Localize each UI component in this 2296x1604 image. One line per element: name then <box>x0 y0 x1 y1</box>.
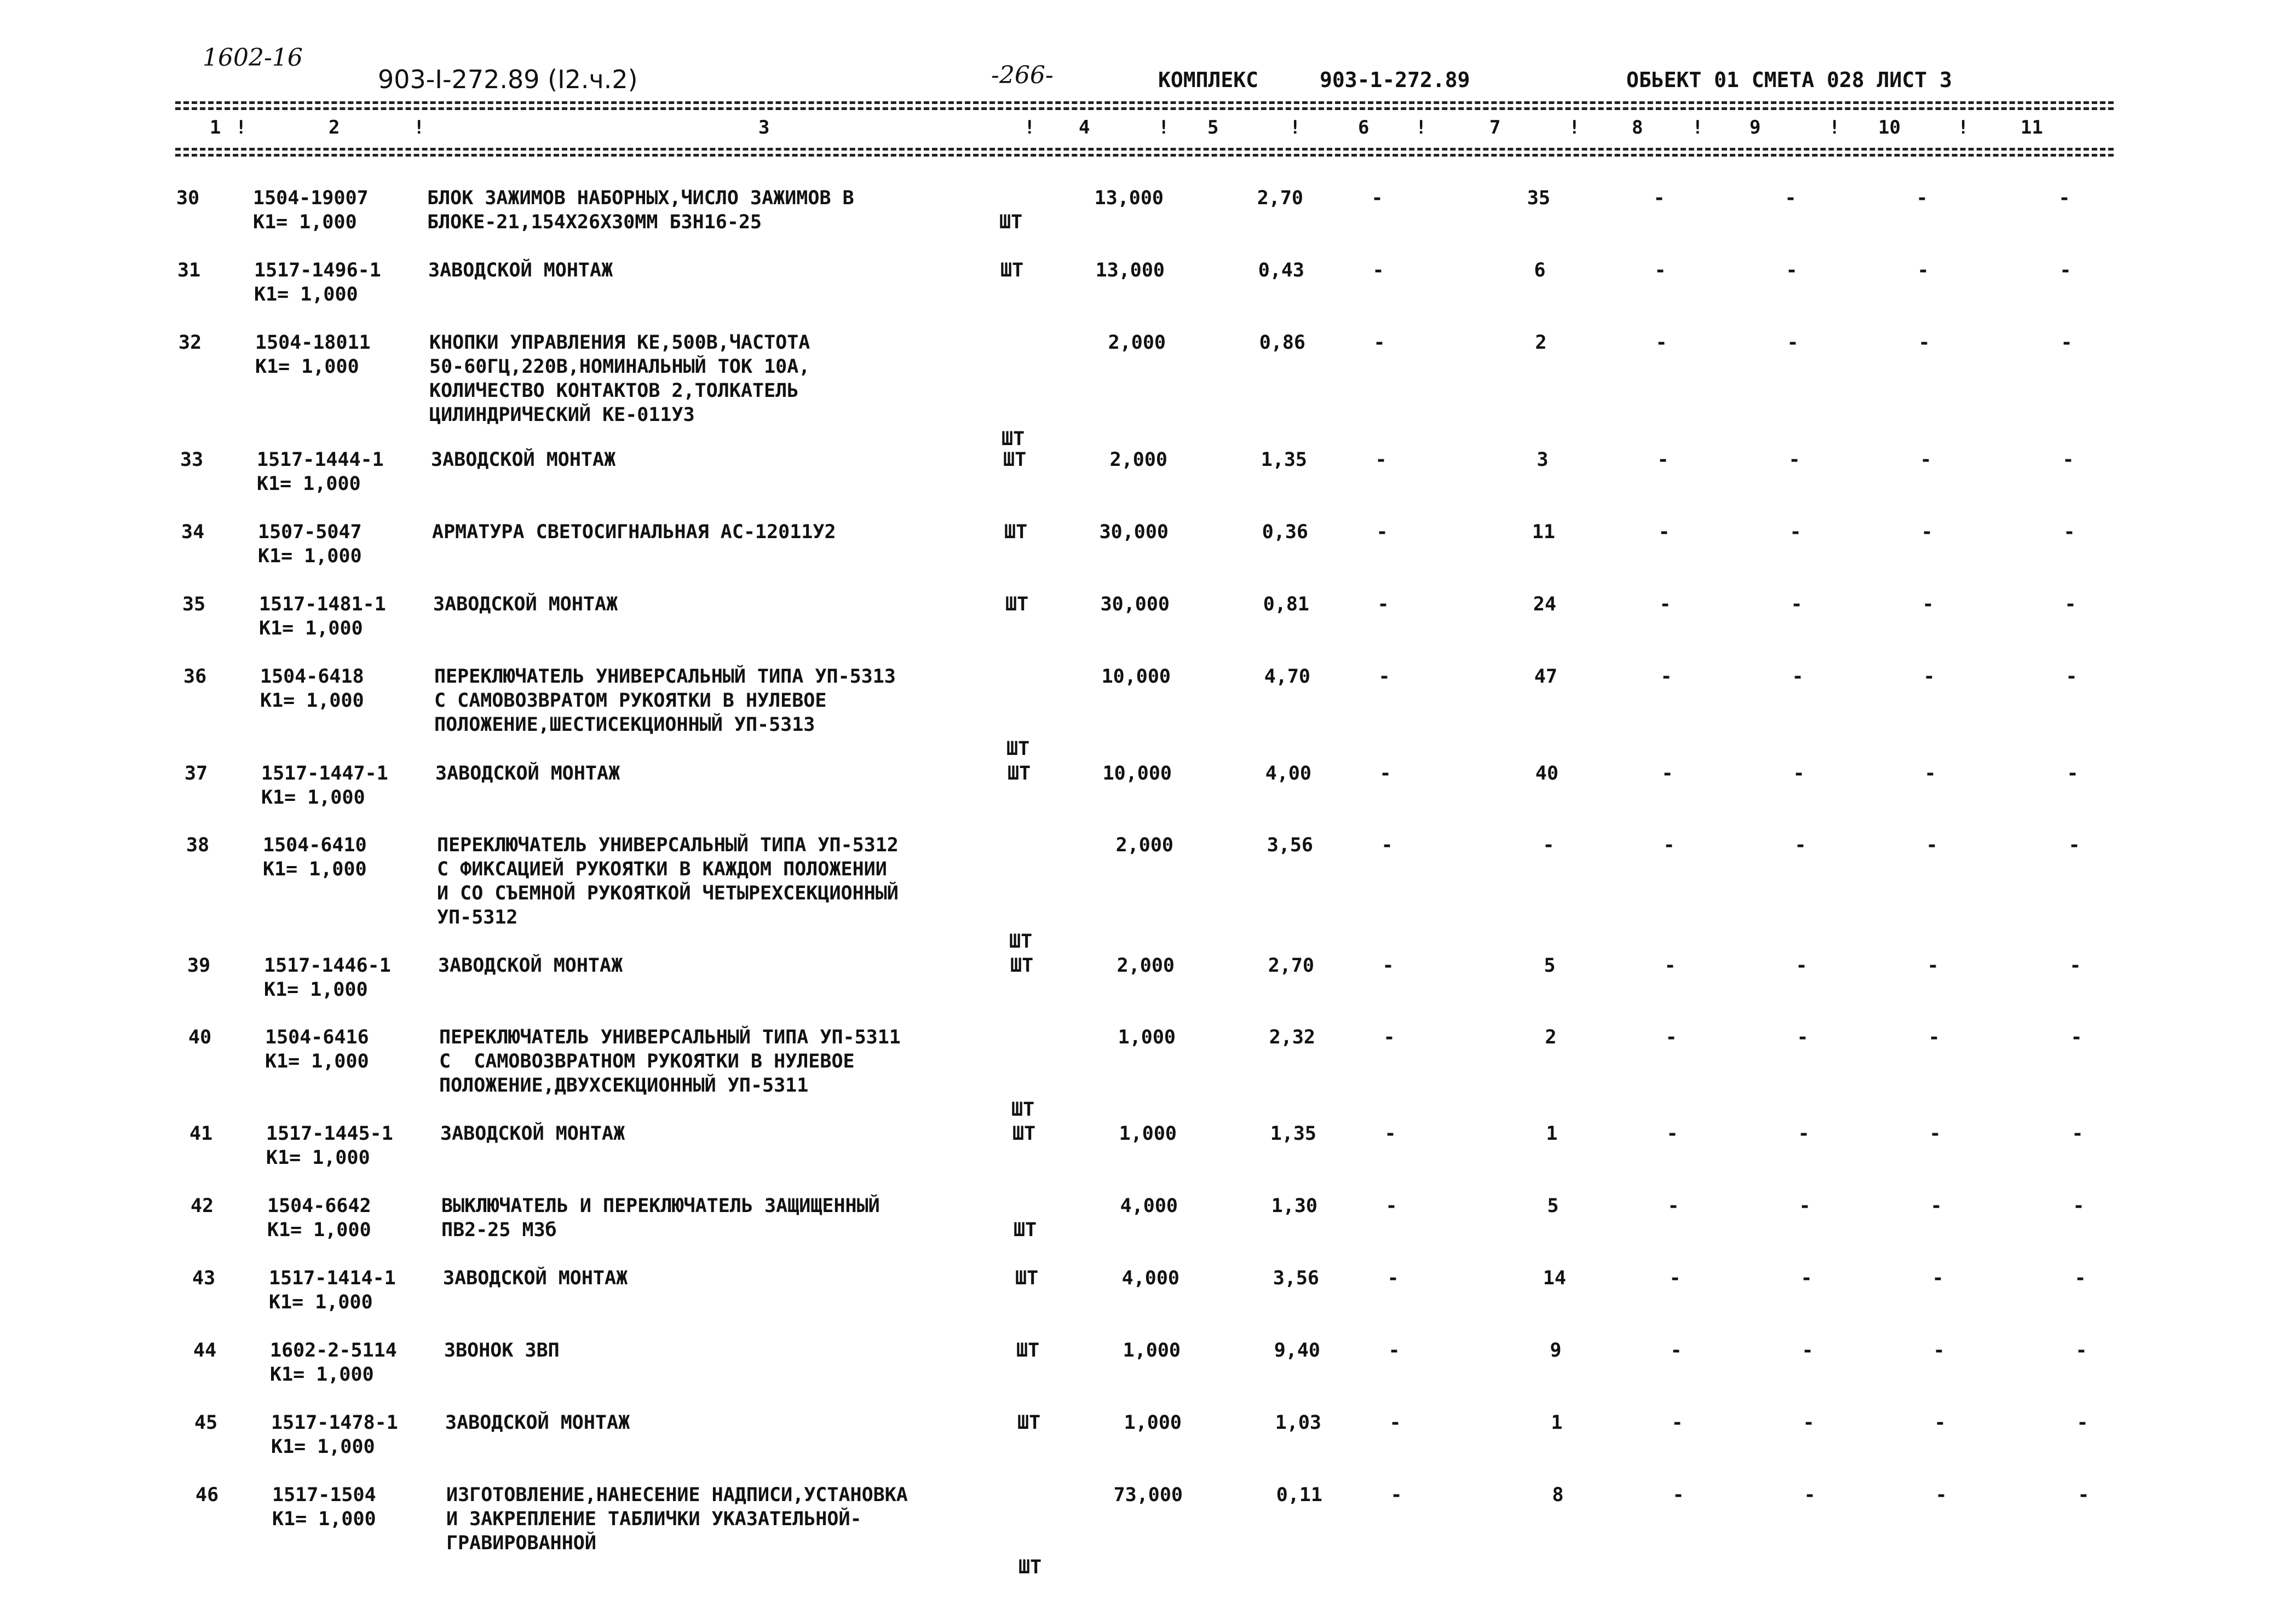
unit: ШТ <box>1008 763 1031 784</box>
column-11-value: - <box>2069 955 2081 977</box>
quantity: 1,000 <box>1123 1340 1181 1361</box>
column-11-value: - <box>2075 1340 2087 1361</box>
column-9-value: - <box>1792 666 1804 688</box>
unit: ШТ <box>999 211 1023 233</box>
complex-code: 903-1-272.89 <box>1320 68 1470 92</box>
coefficient: K1= 1,000 <box>261 787 365 809</box>
unit-price: 4,00 <box>1265 763 1311 784</box>
coefficient: K1= 1,000 <box>253 211 357 233</box>
column-10-value: - <box>1917 259 1929 281</box>
description-line: ИЗГОТОВЛЕНИЕ,НАНЕСЕНИЕ НАДПИСИ,УСТАНОВКА <box>446 1484 908 1506</box>
row-number: 35 <box>182 593 206 615</box>
column-header-11: 11 <box>2021 117 2043 139</box>
column-8-value: - <box>1672 1484 1684 1506</box>
unit: ШТ <box>1011 1099 1035 1121</box>
column-header-6: 6 <box>1358 117 1369 139</box>
price-code: 1517-1496-1 <box>254 259 381 281</box>
unit-price: 0,86 <box>1259 332 1305 354</box>
column-6-value: - <box>1378 666 1390 688</box>
description-line: С САМОВОЗВРАТОМ РУКОЯТКИ В НУЛЕВОЕ <box>434 690 827 712</box>
coefficient: K1= 1,000 <box>258 545 362 567</box>
coefficient: K1= 1,000 <box>259 618 363 639</box>
column-6-value: - <box>1388 1340 1400 1361</box>
price-code: 1504-19007 <box>253 187 369 209</box>
price-code: 1517-1447-1 <box>261 763 388 784</box>
unit: ШТ <box>1003 449 1027 471</box>
column-7-value: 8 <box>1552 1484 1564 1506</box>
column-header-2: 2 <box>329 117 340 139</box>
header-rule-bottom-2 <box>175 154 2114 157</box>
coefficient: K1= 1,000 <box>265 1051 369 1072</box>
column-8-value: - <box>1665 1026 1677 1048</box>
column-9-value: - <box>1798 1123 1810 1145</box>
column-header-1: 1 <box>210 117 221 139</box>
column-10-value: - <box>1930 1195 1942 1217</box>
coefficient: K1= 1,000 <box>270 1364 374 1386</box>
column-10-value: - <box>1924 763 1936 784</box>
unit-price: 0,81 <box>1263 593 1309 615</box>
column-7-value: 47 <box>1534 666 1558 688</box>
row-number: 30 <box>176 187 200 209</box>
coefficient: K1= 1,000 <box>267 1219 371 1241</box>
column-10-value: - <box>1927 955 1939 977</box>
column-6-value: - <box>1373 332 1385 354</box>
unit: ШТ <box>1017 1412 1041 1434</box>
price-code: 1517-1481-1 <box>259 593 386 615</box>
column-6-value: - <box>1381 834 1393 856</box>
coefficient: K1= 1,000 <box>260 690 364 712</box>
column-8-value: - <box>1654 259 1666 281</box>
column-header-9: 9 <box>1750 117 1761 139</box>
column-10-value: - <box>1922 593 1934 615</box>
object-info: ОБЬЕКТ 01 СМЕТА 028 ЛИСТ 3 <box>1626 68 1952 92</box>
column-8-value: - <box>1657 449 1669 471</box>
price-code: 1504-6642 <box>267 1195 371 1217</box>
unit: ШТ <box>1005 593 1029 615</box>
row-number: 32 <box>179 332 202 354</box>
page-number: -266- <box>991 61 1054 89</box>
coefficient: K1= 1,000 <box>272 1508 376 1530</box>
column-header-3: 3 <box>758 117 770 139</box>
column-6-value: - <box>1375 449 1387 471</box>
quantity: 2,000 <box>1115 834 1173 856</box>
description-line: 50-60ГЦ,220В,НОМИНАЛЬНЫЙ ТОК 10А, <box>429 356 810 378</box>
column-8-value: - <box>1659 593 1671 615</box>
column-separator: ! <box>1158 117 1170 139</box>
column-11-value: - <box>2061 332 2073 354</box>
description-line: И СО СЪЕМНОЙ РУКОЯТКОЙ ЧЕТЫРЕХСЕКЦИОННЫЙ <box>437 882 899 904</box>
column-8-value: - <box>1664 955 1676 977</box>
coefficient: K1= 1,000 <box>264 979 368 1001</box>
row-number: 36 <box>183 666 207 688</box>
description-line: ПЕРЕКЛЮЧАТЕЛЬ УНИВЕРСАЛЬНЫЙ ТИПА УП-5313 <box>434 666 896 688</box>
price-code: 1517-1446-1 <box>264 955 391 977</box>
quantity: 10,000 <box>1101 666 1171 688</box>
price-code: 1602-2-5114 <box>270 1340 397 1361</box>
unit-price: 3,56 <box>1273 1267 1319 1289</box>
column-9-value: - <box>1785 187 1797 209</box>
column-7-value: - <box>1543 834 1555 856</box>
column-separator: ! <box>1692 117 1704 139</box>
description-line: И ЗАКРЕПЛЕНИЕ ТАБЛИЧКИ УКАЗАТЕЛЬНОЙ- <box>446 1508 862 1530</box>
header-rule-bottom <box>175 148 2114 151</box>
unit-price: 1,35 <box>1261 449 1307 471</box>
column-separator: ! <box>1290 117 1301 139</box>
quantity: 73,000 <box>1113 1484 1183 1506</box>
column-6-value: - <box>1377 593 1389 615</box>
column-header-8: 8 <box>1632 117 1643 139</box>
quantity: 1,000 <box>1124 1412 1182 1434</box>
row-number: 40 <box>188 1026 212 1048</box>
quantity: 4,000 <box>1121 1267 1179 1289</box>
description-line: ЗАВОДСКОЙ МОНТАЖ <box>428 259 613 281</box>
column-header-4: 4 <box>1079 117 1090 139</box>
column-header-10: 10 <box>1878 117 1901 139</box>
column-10-value: - <box>1932 1267 1944 1289</box>
coefficient: K1= 1,000 <box>254 284 358 305</box>
column-11-value: - <box>2076 1412 2088 1434</box>
quantity: 10,000 <box>1102 763 1172 784</box>
column-separator: ! <box>1958 117 1969 139</box>
row-number: 34 <box>181 521 205 543</box>
column-7-value: 14 <box>1543 1267 1567 1289</box>
description-line: ЗАВОДСКОЙ МОНТАЖ <box>443 1267 628 1289</box>
column-6-value: - <box>1379 763 1391 784</box>
unit-price: 1,30 <box>1271 1195 1317 1217</box>
column-7-value: 2 <box>1545 1026 1557 1048</box>
column-7-value: 35 <box>1527 187 1551 209</box>
row-number: 41 <box>189 1123 213 1145</box>
description-line: ЗАВОДСКОЙ МОНТАЖ <box>435 763 620 784</box>
column-7-value: 11 <box>1532 521 1556 543</box>
row-number: 46 <box>195 1484 219 1506</box>
row-number: 37 <box>185 763 208 784</box>
column-7-value: 2 <box>1535 332 1547 354</box>
column-11-value: - <box>2070 1026 2082 1048</box>
price-code: 1504-6418 <box>260 666 364 688</box>
unit: ШТ <box>1018 1556 1042 1578</box>
description-line: ЗАВОДСКОЙ МОНТАЖ <box>433 593 618 615</box>
unit-price: 2,70 <box>1257 187 1303 209</box>
column-11-value: - <box>2074 1267 2086 1289</box>
column-8-value: - <box>1669 1267 1681 1289</box>
description-line: ЗВОНОК ЗВП <box>444 1340 560 1361</box>
column-6-value: - <box>1372 259 1384 281</box>
price-code: 1504-6410 <box>263 834 367 856</box>
description-line: ПОЛОЖЕНИЕ,ШЕСТИСЕКЦИОННЫЙ УП-5313 <box>434 714 815 736</box>
column-8-value: - <box>1653 187 1665 209</box>
quantity: 30,000 <box>1100 593 1170 615</box>
column-10-value: - <box>1920 449 1932 471</box>
column-separator: ! <box>1829 117 1840 139</box>
column-11-value: - <box>2068 834 2080 856</box>
column-6-value: - <box>1383 1026 1395 1048</box>
column-11-value: - <box>2073 1195 2085 1217</box>
column-7-value: 40 <box>1535 763 1559 784</box>
coefficient: K1= 1,000 <box>263 858 367 880</box>
column-10-value: - <box>1923 666 1935 688</box>
unit: ШТ <box>1012 1123 1036 1145</box>
column-9-value: - <box>1793 763 1805 784</box>
column-9-value: - <box>1794 834 1806 856</box>
column-9-value: - <box>1788 449 1800 471</box>
column-7-value: 5 <box>1547 1195 1559 1217</box>
column-7-value: 3 <box>1537 449 1549 471</box>
quantity: 2,000 <box>1109 449 1167 471</box>
description-line: ГРАВИРОВАННОЙ <box>446 1532 596 1554</box>
column-6-value: - <box>1371 187 1383 209</box>
quantity: 2,000 <box>1108 332 1166 354</box>
complex-label: КОМПЛЕКС <box>1158 68 1259 92</box>
unit-price: 1,03 <box>1275 1412 1321 1434</box>
coefficient: K1= 1,000 <box>257 473 361 495</box>
column-9-value: - <box>1797 1026 1809 1048</box>
row-number: 39 <box>187 955 211 977</box>
column-8-value: - <box>1666 1123 1678 1145</box>
column-11-value: - <box>2062 449 2074 471</box>
column-6-value: - <box>1382 955 1394 977</box>
row-number: 31 <box>177 259 201 281</box>
column-11-value: - <box>2071 1123 2084 1145</box>
column-11-value: - <box>2064 593 2076 615</box>
price-code: 1517-1414-1 <box>269 1267 396 1289</box>
unit-price: 0,36 <box>1262 521 1308 543</box>
description-line: С САМОВОЗВРАТНОМ РУКОЯТКИ В НУЛЕВОЕ <box>439 1051 855 1072</box>
price-code: 1517-1445-1 <box>266 1123 393 1145</box>
description-line: УП-5312 <box>437 907 518 928</box>
column-6-value: - <box>1384 1123 1396 1145</box>
price-code: 1504-18011 <box>255 332 371 354</box>
column-10-value: - <box>1929 1123 1941 1145</box>
description-line: КНОПКИ УПРАВЛЕНИЯ КЕ,500В,ЧАСТОТА <box>429 332 810 354</box>
column-8-value: - <box>1671 1412 1683 1434</box>
column-11-value: - <box>2067 763 2079 784</box>
quantity: 2,000 <box>1117 955 1175 977</box>
column-9-value: - <box>1804 1484 1816 1506</box>
description-line: БЛОК ЗАЖИМОВ НАБОРНЫХ,ЧИСЛО ЗАЖИМОВ В <box>427 187 854 209</box>
description-line: ПЕРЕКЛЮЧАТЕЛЬ УНИВЕРСАЛЬНЫЙ ТИПА УП-5312 <box>437 834 899 856</box>
column-9-value: - <box>1800 1267 1812 1289</box>
column-10-value: - <box>1918 332 1930 354</box>
column-separator: ! <box>413 117 425 139</box>
column-separator: ! <box>235 117 247 139</box>
column-separator: ! <box>1024 117 1035 139</box>
column-9-value: - <box>1791 593 1803 615</box>
description-line: С ФИКСАЦИЕЙ РУКОЯТКИ В КАЖДОМ ПОЛОЖЕНИИ <box>437 858 887 880</box>
column-11-value: - <box>2059 259 2071 281</box>
price-code: 1507-5047 <box>258 521 362 543</box>
column-11-value: - <box>2058 187 2070 209</box>
column-8-value: - <box>1670 1340 1682 1361</box>
quantity: 1,000 <box>1119 1123 1177 1145</box>
unit: ШТ <box>1010 955 1034 977</box>
row-number: 38 <box>186 834 210 856</box>
column-header-7: 7 <box>1489 117 1501 139</box>
column-10-value: - <box>1916 187 1928 209</box>
unit: ШТ <box>1014 1219 1037 1241</box>
column-8-value: - <box>1661 763 1673 784</box>
quantity: 30,000 <box>1099 521 1169 543</box>
price-code: 1517-1504 <box>272 1484 376 1506</box>
unit-price: 2,70 <box>1268 955 1314 977</box>
column-9-value: - <box>1789 521 1802 543</box>
column-9-value: - <box>1786 259 1798 281</box>
column-6-value: - <box>1390 1484 1402 1506</box>
description-line: КОЛИЧЕСТВО КОНТАКТОВ 2,ТОЛКАТЕЛЬ <box>429 380 799 402</box>
column-header-5: 5 <box>1207 117 1219 139</box>
unit-price: 1,35 <box>1270 1123 1316 1145</box>
column-10-value: - <box>1926 834 1938 856</box>
unit: ШТ <box>1015 1267 1039 1289</box>
column-8-value: - <box>1660 666 1672 688</box>
coefficient: K1= 1,000 <box>255 356 359 378</box>
column-7-value: 24 <box>1533 593 1557 615</box>
column-9-value: - <box>1787 332 1799 354</box>
price-code: 1517-1444-1 <box>257 449 384 471</box>
column-8-value: - <box>1658 521 1670 543</box>
project-code: 903-I-272.89 (I2.ч.2) <box>378 65 638 94</box>
column-6-value: - <box>1385 1195 1397 1217</box>
price-code: 1504-6416 <box>265 1026 369 1048</box>
description-line: ЗАВОДСКОЙ МОНТАЖ <box>431 449 616 471</box>
quantity: 13,000 <box>1095 259 1165 281</box>
description-line: ПВ2-25 М3б <box>441 1219 557 1241</box>
row-number: 44 <box>193 1340 217 1361</box>
description-line: ЗАВОДСКОЙ МОНТАЖ <box>438 955 623 977</box>
description-line: БЛОКЕ-21,154Х26Х30ММ БЗН16-25 <box>427 211 762 233</box>
quantity: 4,000 <box>1120 1195 1178 1217</box>
column-10-value: - <box>1921 521 1933 543</box>
column-9-value: - <box>1802 1340 1814 1361</box>
column-10-value: - <box>1928 1026 1940 1048</box>
column-8-value: - <box>1667 1195 1679 1217</box>
unit-price: 3,56 <box>1267 834 1313 856</box>
column-6-value: - <box>1389 1412 1401 1434</box>
row-number: 45 <box>194 1412 218 1434</box>
description-line: ПЕРЕКЛЮЧАТЕЛЬ УНИВЕРСАЛЬНЫЙ ТИПА УП-5311 <box>439 1026 901 1048</box>
unit-price: 0,11 <box>1276 1484 1322 1506</box>
handwritten-reference: 1602-16 <box>203 44 303 72</box>
header-rule-top-2 <box>175 107 2114 110</box>
column-7-value: 1 <box>1551 1412 1563 1434</box>
header-rule-top <box>175 101 2114 104</box>
column-10-value: - <box>1933 1340 1945 1361</box>
unit-price: 9,40 <box>1274 1340 1320 1361</box>
description-line: ЦИЛИНДРИЧЕСКИЙ КЕ-011У3 <box>429 404 695 426</box>
unit-price: 0,43 <box>1258 259 1304 281</box>
column-separator: ! <box>1415 117 1427 139</box>
row-number: 33 <box>180 449 204 471</box>
quantity: 1,000 <box>1118 1026 1176 1048</box>
column-11-value: - <box>2078 1484 2090 1506</box>
coefficient: K1= 1,000 <box>269 1291 373 1313</box>
unit: ШТ <box>1016 1340 1040 1361</box>
column-8-value: - <box>1663 834 1675 856</box>
column-7-value: 5 <box>1544 955 1556 977</box>
unit-price: 2,32 <box>1269 1026 1315 1048</box>
column-10-value: - <box>1935 1484 1947 1506</box>
unit: ШТ <box>1006 738 1030 760</box>
unit: ШТ <box>1009 931 1033 953</box>
unit-price: 4,70 <box>1264 666 1310 688</box>
column-9-value: - <box>1796 955 1808 977</box>
description-line: ЗАВОДСКОЙ МОНТАЖ <box>445 1412 630 1434</box>
description-line: АРМАТУРА СВЕТОСИГНАЛЬНАЯ АС-12011У2 <box>432 521 836 543</box>
column-6-value: - <box>1376 521 1388 543</box>
column-9-value: - <box>1803 1412 1815 1434</box>
column-6-value: - <box>1387 1267 1399 1289</box>
description-line: ПОЛОЖЕНИЕ,ДВУХСЕКЦИОННЫЙ УП-5311 <box>439 1075 809 1097</box>
unit: ШТ <box>1002 428 1025 450</box>
column-9-value: - <box>1799 1195 1811 1217</box>
price-code: 1517-1478-1 <box>271 1412 398 1434</box>
coefficient: K1= 1,000 <box>271 1436 375 1458</box>
column-7-value: 1 <box>1546 1123 1558 1145</box>
column-7-value: 6 <box>1534 259 1546 281</box>
coefficient: K1= 1,000 <box>266 1147 370 1169</box>
row-number: 42 <box>191 1195 214 1217</box>
description-line: ВЫКЛЮЧАТЕЛЬ И ПЕРЕКЛЮЧАТЕЛЬ ЗАЩИЩЕННЫЙ <box>441 1195 880 1217</box>
row-number: 43 <box>192 1267 216 1289</box>
description-line: ЗАВОДСКОЙ МОНТАЖ <box>440 1123 625 1145</box>
column-8-value: - <box>1655 332 1667 354</box>
column-11-value: - <box>2063 521 2075 543</box>
column-7-value: 9 <box>1550 1340 1562 1361</box>
column-11-value: - <box>2065 666 2078 688</box>
unit: ШТ <box>1000 259 1024 281</box>
column-separator: ! <box>1569 117 1580 139</box>
quantity: 13,000 <box>1094 187 1164 209</box>
column-10-value: - <box>1934 1412 1946 1434</box>
unit: ШТ <box>1004 521 1028 543</box>
